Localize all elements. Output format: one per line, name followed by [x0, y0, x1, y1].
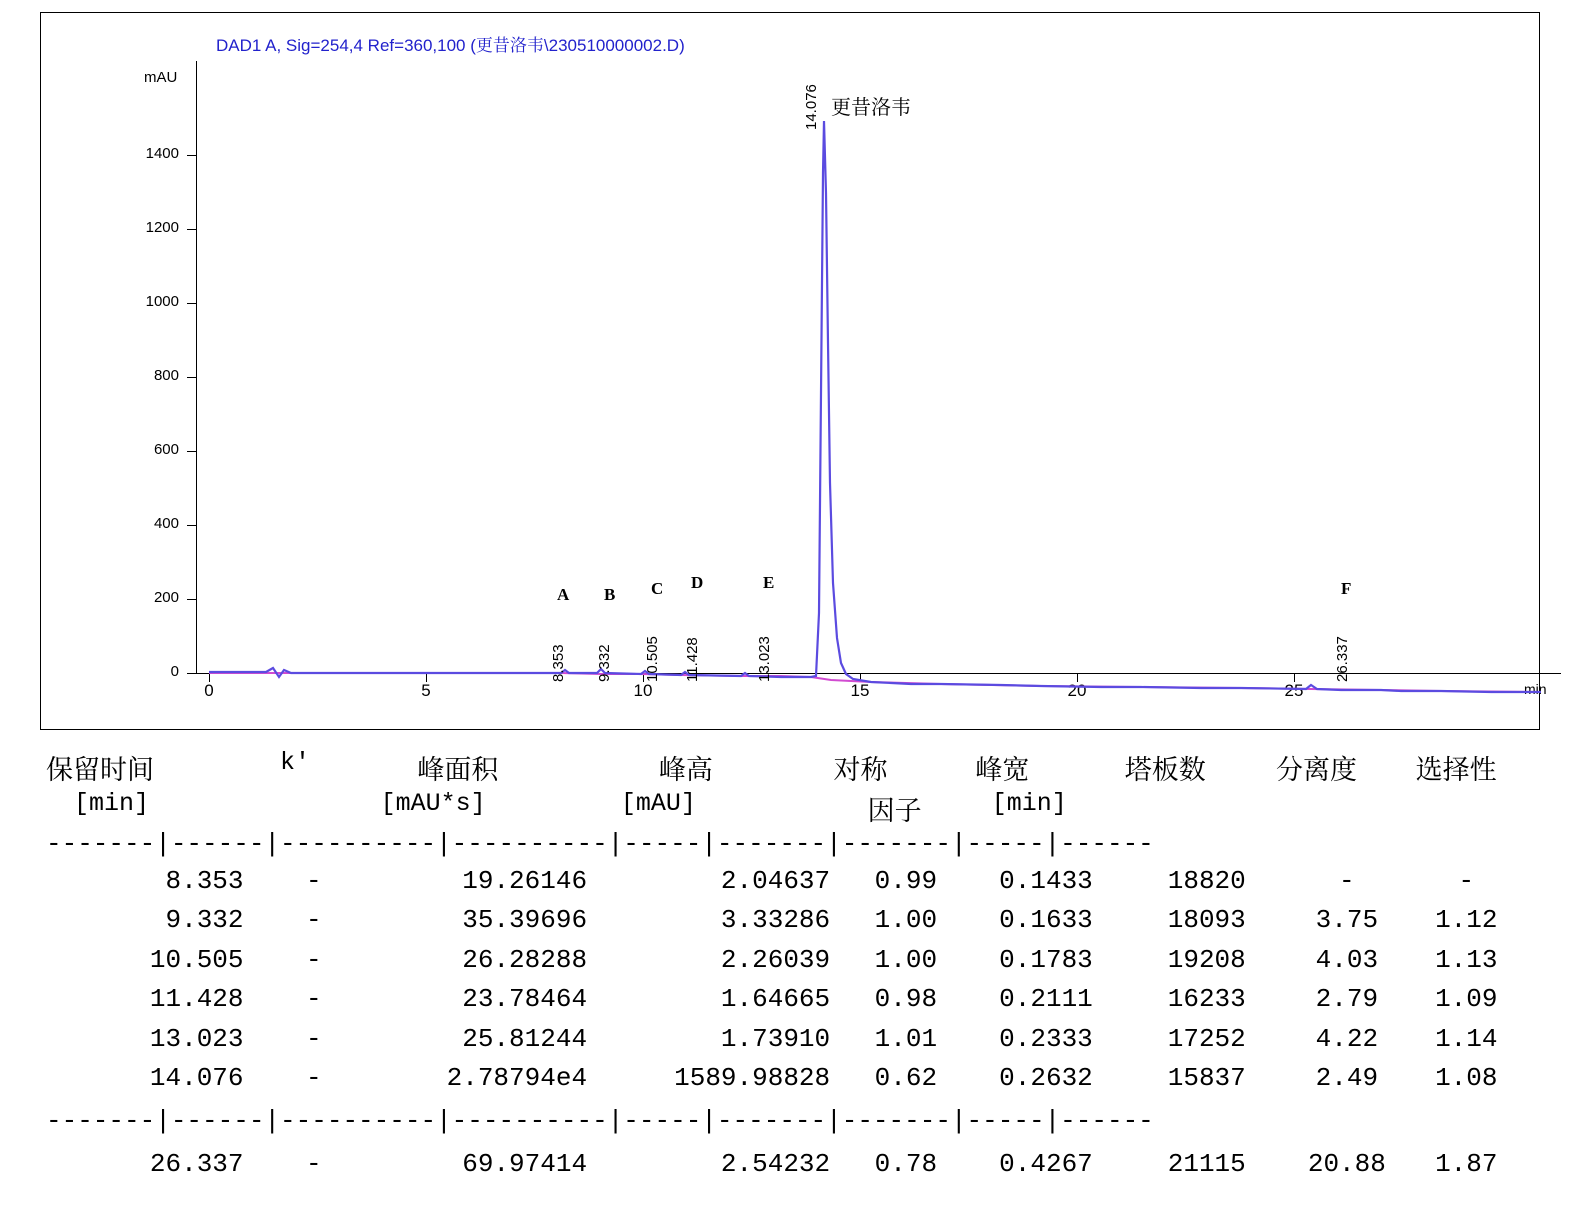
chromatogram-traces: [41, 13, 1541, 729]
header-peak-width: 峰宽: [975, 755, 1030, 785]
chromatogram-panel: [40, 12, 1547, 730]
y-tick-label-400: 400: [153, 515, 179, 532]
cell-peak-width: 0.1433: [999, 865, 1093, 896]
table-separator-bottom: -------|------|----------|----------|-----|-------|-------|-----|------: [46, 1105, 1154, 1136]
cell-k-prime: -: [305, 984, 322, 1015]
cell-selectivity: 1.09: [1435, 984, 1498, 1015]
header-resolution: 分离度: [1276, 755, 1358, 785]
cell-retention-time: 11.428: [149, 984, 244, 1015]
cell-peak-area: 25.81244: [462, 1023, 588, 1054]
cell-peak-width: 0.4267: [999, 1148, 1093, 1179]
table-row: [46, 980, 1526, 1020]
signal-trace: [209, 121, 1541, 692]
cell-plate-count: 19208: [1167, 944, 1246, 975]
cell-plate-count: 18093: [1167, 905, 1246, 936]
cell-symmetry: 1.00: [874, 905, 938, 936]
cell-resolution: 2.49: [1315, 1063, 1379, 1094]
header-peak-area: 峰面积: [417, 755, 499, 785]
peak-rt-c: 10.505: [644, 636, 661, 682]
cell-k-prime: -: [305, 944, 322, 975]
cell-resolution: 2.79: [1315, 984, 1379, 1015]
x-tick-label-5: 5: [421, 681, 431, 700]
peak-label-f: F: [1341, 579, 1352, 598]
y-tick-label-1400: 1400: [145, 145, 179, 162]
unit-plate-count: [1107, 789, 1262, 828]
table-row: [46, 862, 1526, 902]
table-header-row-2: [46, 789, 1526, 828]
cell-plate-count: 16233: [1167, 984, 1246, 1015]
peak-label-b: B: [604, 585, 616, 604]
cell-peak-height: 1589.98828: [674, 1063, 831, 1094]
table-separator-top: -------|------|----------|----------|-----|-------|-------|-----|------: [46, 829, 1154, 859]
x-tick-label-15: 15: [850, 681, 870, 700]
table-row: [46, 1059, 1526, 1099]
unit-k-prime: [264, 789, 357, 828]
header-peak-height: 峰高: [658, 755, 713, 785]
cell-peak-area: 69.97414: [462, 1148, 588, 1179]
cell-selectivity: -: [1458, 865, 1475, 896]
y-tick-label-1200: 1200: [145, 219, 179, 236]
unit-peak-area: [mAU*s]: [380, 789, 486, 818]
cell-symmetry: 0.98: [874, 984, 938, 1015]
unit-retention-time: [min]: [74, 789, 150, 818]
x-axis-unit-label: min: [1524, 681, 1547, 697]
cell-resolution: -: [1339, 865, 1355, 896]
peak-label-c: C: [651, 579, 664, 598]
x-tick-label-10: 10: [633, 681, 653, 700]
header-k-prime: k': [279, 748, 310, 777]
peak-label-d: D: [691, 573, 704, 592]
peak-rt-d: 11.428: [684, 637, 701, 682]
peak-label-e: E: [763, 573, 775, 592]
cell-peak-area: 35.39696: [462, 905, 588, 936]
compound-name-label: 更昔洛韦: [831, 97, 911, 119]
cell-symmetry: 0.78: [874, 1148, 938, 1179]
y-tick-label-600: 600: [153, 441, 179, 458]
cell-peak-height: 1.73910: [720, 1023, 831, 1054]
cell-retention-time: 13.023: [149, 1023, 244, 1054]
peak-results-table: [46, 748, 1526, 1184]
cell-selectivity: 1.08: [1435, 1063, 1498, 1094]
x-tick-label-25: 25: [1284, 681, 1304, 700]
cell-k-prime: -: [305, 905, 322, 936]
cell-k-prime: -: [305, 1023, 322, 1054]
chromatogram-title: DAD1 A, Sig=254,4 Ref=360,100 (更昔洛韦\230510000002.D): [216, 36, 685, 55]
cell-symmetry: 1.01: [874, 1023, 938, 1054]
cell-resolution: 20.88: [1307, 1148, 1386, 1179]
x-tick-label-20: 20: [1067, 681, 1087, 700]
cell-plate-count: 18820: [1167, 865, 1246, 896]
unit-peak-height: [mAU]: [620, 789, 696, 818]
cell-symmetry: 1.00: [874, 944, 938, 975]
header-plate-count: 塔板数: [1124, 755, 1206, 785]
peak-label-a: A: [557, 585, 570, 604]
cell-selectivity: 1.87: [1435, 1148, 1498, 1179]
unit-symmetry: 因子: [867, 796, 922, 826]
cell-retention-time: 9.332: [165, 905, 244, 936]
cell-retention-time: 10.505: [149, 944, 244, 975]
cell-resolution: 4.22: [1315, 1023, 1379, 1054]
y-tick-label-200: 200: [153, 589, 179, 606]
cell-peak-area: 26.28288: [462, 944, 588, 975]
peak-rt-main: 14.076: [803, 84, 820, 130]
cell-retention-time: 8.353: [165, 865, 244, 896]
cell-resolution: 3.75: [1315, 905, 1379, 936]
peak-rt-e: 13.023: [756, 636, 773, 682]
cell-symmetry: 0.62: [874, 1063, 938, 1094]
table-row: [46, 1145, 1526, 1185]
cell-plate-count: 21115: [1167, 1148, 1246, 1179]
cell-selectivity: 1.12: [1435, 905, 1498, 936]
header-selectivity: 选择性: [1415, 755, 1497, 785]
table-row: [46, 941, 1526, 981]
cell-peak-height: 2.54232: [720, 1148, 831, 1179]
header-retention-time: 保留时间: [46, 755, 154, 785]
header-symmetry: 对称: [833, 755, 888, 785]
cell-peak-height: 2.26039: [720, 944, 831, 975]
cell-selectivity: 1.14: [1435, 1023, 1498, 1054]
unit-peak-width: [min]: [991, 789, 1067, 818]
cell-peak-width: 0.1783: [999, 944, 1093, 975]
cell-peak-height: 1.64665: [720, 984, 831, 1015]
y-tick-label-1000: 1000: [145, 293, 179, 310]
table-row: [46, 901, 1526, 941]
y-tick-label-0: 0: [170, 663, 179, 680]
cell-peak-width: 0.1633: [999, 905, 1093, 936]
cell-plate-count: 15837: [1167, 1063, 1246, 1094]
cell-selectivity: 1.13: [1435, 944, 1498, 975]
cell-k-prime: -: [305, 865, 322, 896]
x-tick-label-0: 0: [204, 681, 214, 700]
peak-rt-f: 26.337: [1334, 636, 1351, 682]
cell-peak-height: 2.04637: [720, 865, 831, 896]
peak-rt-b: 9.332: [596, 644, 613, 682]
cell-peak-area: 19.26146: [462, 865, 588, 896]
cell-peak-width: 0.2632: [999, 1063, 1093, 1094]
peak-rt-a: 8.353: [550, 644, 567, 682]
unit-resolution: [1261, 789, 1393, 828]
table-header-row-1: [46, 748, 1526, 787]
cell-k-prime: -: [305, 1148, 322, 1179]
cell-k-prime: -: [305, 1063, 322, 1094]
cell-peak-height: 3.33286: [720, 905, 831, 936]
y-axis-unit-label: mAU: [144, 69, 178, 86]
unit-selectivity: [1394, 789, 1526, 828]
cell-plate-count: 17252: [1167, 1023, 1246, 1054]
cell-retention-time: 26.337: [149, 1148, 244, 1179]
table-row: [46, 1020, 1526, 1060]
y-tick-label-800: 800: [153, 367, 179, 384]
cell-peak-width: 0.2111: [999, 984, 1093, 1015]
cell-peak-area: 2.78794e4: [446, 1063, 588, 1094]
cell-resolution: 4.03: [1315, 944, 1379, 975]
cell-peak-area: 23.78464: [462, 984, 588, 1015]
cell-peak-width: 0.2333: [999, 1023, 1093, 1054]
cell-symmetry: 0.99: [874, 865, 938, 896]
cell-retention-time: 14.076: [149, 1063, 244, 1094]
